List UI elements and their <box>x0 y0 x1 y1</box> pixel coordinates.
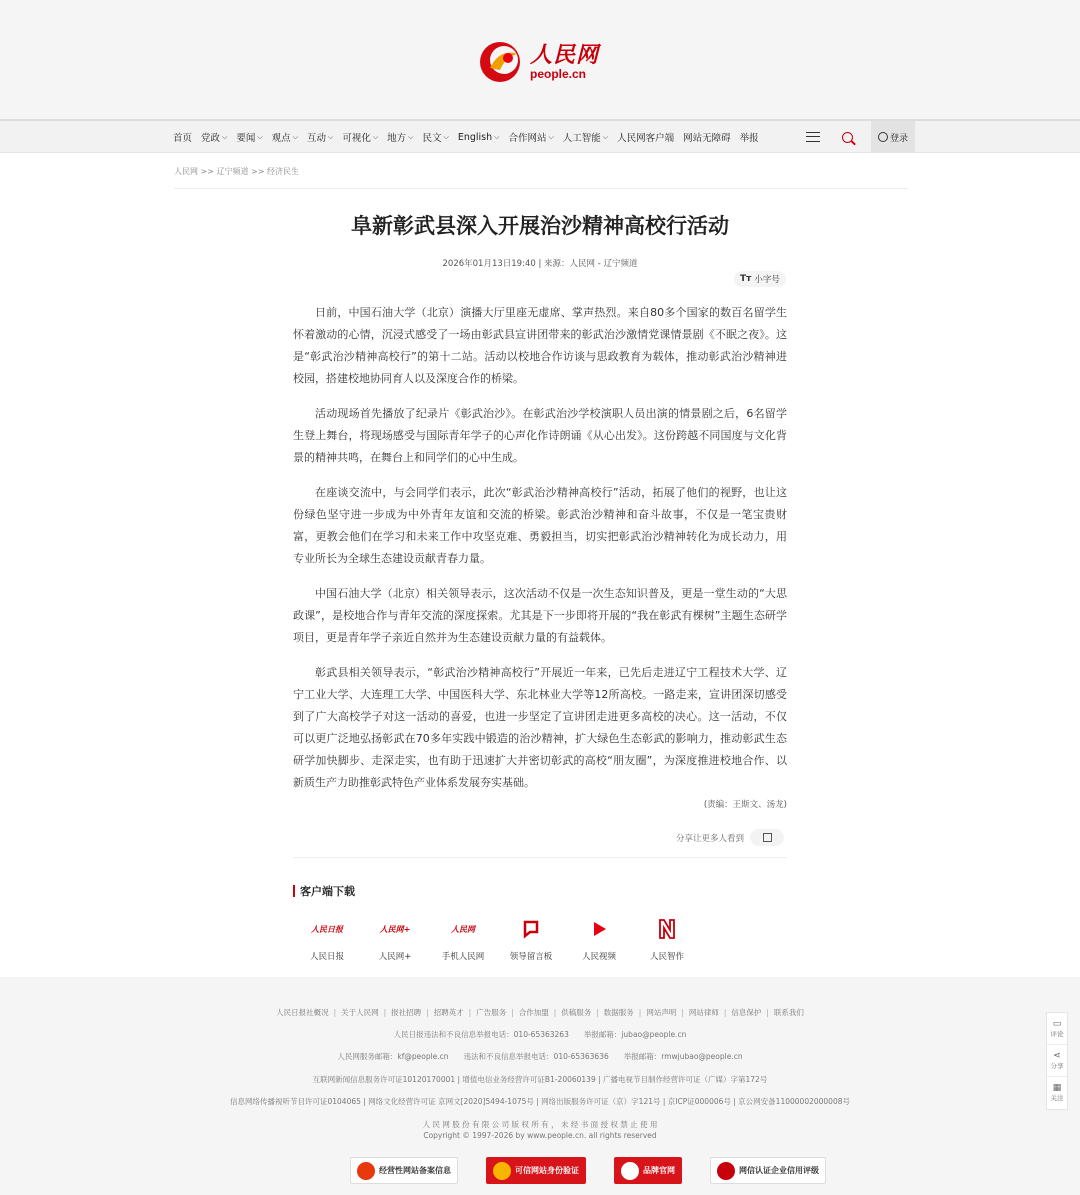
footer-link[interactable]: 报社招聘 <box>391 1008 422 1017</box>
login-label: 登录 <box>889 133 908 144</box>
nav-item[interactable] <box>422 130 448 144</box>
article-paragraph: 彰武县相关领导表示，“彰武治沙精神高校行”开展近一年来，已先后走进辽宁工程技术大学、辽宁工业大学、大连理工大学、中国医科大学、东北林业大学等12所高校。一路走来，宣讲团深切感受到了广大高校学子对这一活动的喜爱，也进一步坚定了宣讲团走进更多高校的决心。这一活动，不仅可以更广泛地弘扬彰武在70多年实践中锻造的治沙精神，扩大绿色生态彰武的影响力，推动彰武生态研学加快脚步、走深走实，也有助于迅速扩大并密切彰武的高校“朋友圈”，为深度推进校地合作、以新质生产力助推彰武特色产业体系发展夯实基础。 <box>293 666 787 789</box>
app-download-item[interactable] <box>361 912 429 962</box>
share-external-icon <box>763 833 772 842</box>
app-download-item[interactable] <box>565 912 633 962</box>
app-label: 人民网+ <box>378 952 412 962</box>
chevron-down-icon: ⌵ <box>408 132 414 141</box>
nav-item[interactable] <box>201 130 227 144</box>
chevron-down-icon: ⌵ <box>292 132 298 141</box>
trusted-icon <box>493 1162 511 1180</box>
share-button[interactable] <box>750 829 784 846</box>
nav-item-label: 网站无障碍 <box>683 133 731 144</box>
footer-link[interactable]: 招聘英才 <box>433 1008 464 1017</box>
badge-trusted[interactable] <box>486 1157 586 1184</box>
nav-item-label: 观点 <box>271 133 291 144</box>
nav-item-label: 可视化 <box>342 133 371 144</box>
badge-label: 网信认证企业信用评级 <box>739 1166 819 1175</box>
article-paragraph: 日前，中国石油大学（北京）演播大厅里座无虚席、掌声热烈。来自80多个国家的数百名留学生怀着激动的心情，沉浸式感受了一场由彰武县宣讲团带来的彰武治沙激情党课情景剧《不眠之夜》。这是“彰武治沙精神高校行”的第十二站。活动以校地合作访谈与思政教育为载体，推动彰武治沙精神进校园，搭建校地协同育人以及深度合作的桥梁。 <box>293 306 787 385</box>
nav-item-label: 人民网客户端 <box>617 133 675 144</box>
footer-link[interactable]: 数据服务 <box>603 1008 634 1017</box>
side-share-button[interactable] <box>1047 1045 1067 1077</box>
search-icon[interactable] <box>842 132 853 143</box>
divider <box>174 188 908 189</box>
chevron-down-icon: ⌵ <box>548 132 554 141</box>
footer-link[interactable]: 关于人民网 <box>341 1008 379 1017</box>
nav-item[interactable] <box>307 130 333 144</box>
nav-items <box>173 121 768 153</box>
badge-brand[interactable] <box>614 1157 682 1184</box>
footer-row: 信息网络传播视听节目许可证0104065 | 网络文化经营许可证 京网文[2020]5494-1075号 | 网络出版服务许可证（京）字121号 | 京ICP证000006号 | 京公网安备11000002000008号 <box>229 1097 850 1106</box>
nav-item-label: 要闻 <box>236 133 256 144</box>
nav-item[interactable] <box>740 130 759 144</box>
nav-item[interactable] <box>342 130 378 144</box>
footer-row: 互联网新闻信息服务许可证10120170001 | 增值电信业务经营许可证B1-20060139 | 广播电视节目制作经营许可证（广媒）字第172号 <box>312 1075 768 1084</box>
nav-item[interactable] <box>683 130 731 144</box>
comment-icon: ▭ <box>1052 1018 1062 1029</box>
app-label: 人民日报 <box>309 952 344 962</box>
nav-item[interactable] <box>508 130 553 144</box>
font-size-icon: Tт <box>740 274 752 284</box>
people-logo[interactable] <box>478 36 608 88</box>
footer-link[interactable]: 网站律师 <box>688 1008 719 1017</box>
nav-item-label: 合作网站 <box>508 133 547 144</box>
article-editor: (责编：王斯文、汤龙) <box>703 800 787 810</box>
footer-link[interactable]: 信息保护 <box>731 1008 762 1017</box>
nav-item-label: 举报 <box>739 133 759 144</box>
font-size-toggle[interactable] <box>734 271 786 287</box>
main-nav <box>0 121 1080 153</box>
chevron-down-icon: ⌵ <box>257 132 263 141</box>
footer-links <box>0 1007 1080 1018</box>
side-label: 分享 <box>1050 1061 1064 1070</box>
people-daily-icon: 人民日报 <box>311 923 343 934</box>
chevron-down-icon: ⌵ <box>372 132 379 141</box>
nav-item[interactable] <box>236 130 262 144</box>
people-video-icon <box>582 912 616 946</box>
nav-item[interactable] <box>458 132 500 143</box>
article-paragraph: 在座谈交流中，与会同学们表示，此次“彰武治沙精神高校行”活动，拓展了他们的视野，也让这份绿色坚守进一步成为中外青年友谊和交流的桥梁。彰武治沙精神和奋斗故事，不仅是一笔宝贵财富，更教会他们在学习和未来工作中攻坚克难、勇毅担当，切实把彰武治沙精神转化为成长动力，用专业所长为全球生态建设贡献青春力量。 <box>293 486 787 565</box>
app-list <box>293 912 701 962</box>
cert-badges <box>350 1157 854 1184</box>
app-label: 手机人民网 <box>441 952 485 962</box>
download-title: 客户端下载 <box>293 883 355 899</box>
link-separator: | <box>383 1008 387 1017</box>
badge-credit[interactable] <box>710 1157 826 1184</box>
footer-link[interactable]: 合作加盟 <box>518 1008 549 1017</box>
article-title: 阜新彰武县深入开展治沙精神高校行活动 <box>351 215 729 238</box>
menu-icon[interactable] <box>806 132 820 142</box>
footer-row: 人 民 网 股 份 有 限 公 司 版 权 所 有 ， 未 经 书 面 授 权 禁 止 使 用 <box>422 1120 658 1129</box>
side-label: 评论 <box>1050 1029 1064 1038</box>
message-board-icon <box>514 912 548 946</box>
link-separator: | <box>426 1008 429 1017</box>
app-download-item[interactable] <box>293 912 361 962</box>
chevron-down-icon: ⌵ <box>602 132 609 141</box>
app-download-item[interactable] <box>633 912 701 962</box>
share-icon: ⋖ <box>1053 1050 1061 1061</box>
nav-item-label: 地方 <box>387 133 407 144</box>
nav-item[interactable] <box>617 130 674 144</box>
nav-item[interactable] <box>272 130 298 144</box>
nav-item-label: 民文 <box>422 133 442 144</box>
side-follow-button[interactable] <box>1047 1077 1067 1109</box>
footer-copyright: Copyright © 1997-2026 by www.people.cn. all rights reserved <box>423 1131 657 1140</box>
footer-link[interactable]: 广告服务 <box>476 1008 507 1017</box>
logo-mark-icon <box>478 38 526 86</box>
link-separator: | <box>766 1008 769 1017</box>
login-button[interactable] <box>871 121 915 153</box>
app-label: 人民视频 <box>581 952 616 962</box>
link-separator: | <box>468 1008 472 1017</box>
badge-label: 可信网站身份验证 <box>515 1166 579 1175</box>
site-footer <box>0 977 1080 1195</box>
site-header <box>0 0 1080 121</box>
link-separator: | <box>333 1008 337 1017</box>
share-label: 分享让更多人看到 <box>676 833 745 844</box>
share-area <box>676 829 784 846</box>
link-separator: | <box>681 1008 684 1017</box>
people-zhizuo-icon <box>650 912 684 946</box>
app-download-item[interactable] <box>497 912 565 962</box>
article-meta: 2026年01月13日19:40 | 来源：人民网 - 辽宁频道 <box>442 259 638 269</box>
chevron-down-icon: ⌵ <box>222 132 228 141</box>
chevron-down-icon: ⌵ <box>494 132 500 141</box>
app-download-item[interactable] <box>429 912 497 962</box>
side-comment-button[interactable] <box>1047 1013 1067 1045</box>
credit-icon <box>717 1162 735 1180</box>
link-separator: | <box>638 1008 642 1017</box>
app-label: 领导留言板 <box>509 952 553 962</box>
record-icon <box>357 1162 375 1180</box>
footer-link[interactable]: 联系我们 <box>773 1008 804 1017</box>
footer-link[interactable]: 人民日报社概况 <box>276 1008 329 1017</box>
logo-cn-text: 人民网 <box>530 42 600 68</box>
nav-item-label: English <box>457 131 493 143</box>
link-separator: | <box>511 1008 514 1017</box>
chevron-down-icon: ⌵ <box>328 132 334 141</box>
badge-label: 品牌官网 <box>643 1166 675 1175</box>
nav-item-label: 首页 <box>173 133 193 144</box>
app-label: 人民智作 <box>649 952 684 962</box>
footer-row: 人民日报违法和不良信息举报电话：010-65363263 举报邮箱：jubao@people.cn <box>393 1030 687 1039</box>
footer-link[interactable]: 网站声明 <box>646 1008 677 1017</box>
nav-item-label: 党政 <box>201 133 221 144</box>
article-body <box>293 302 787 807</box>
logo-en-text: people.cn <box>530 67 587 81</box>
mobile-people-icon: 人民网 <box>451 923 475 934</box>
font-size-label: 小字号 <box>754 275 780 285</box>
nav-item-label: 互动 <box>307 133 327 144</box>
nav-item-label: 人工智能 <box>562 133 601 144</box>
side-label: 关注 <box>1050 1094 1064 1102</box>
badge-record[interactable] <box>350 1157 458 1184</box>
article-paragraph: 中国石油大学（北京）相关领导表示，这次活动不仅是一次生态知识普及，更是一堂生动的“大思政课”，是校地合作与青年交流的深度探索。尤其是下一步即将开展的“我在彰武有棵树”主题生态研学项目，更是青年学子亲近自然并为生态建设贡献力量的有益载体。 <box>293 587 787 644</box>
nav-item[interactable] <box>173 130 192 144</box>
people-plus-icon: 人民网+ <box>379 923 411 934</box>
link-separator: | <box>596 1008 599 1017</box>
follow-icon: ▦ <box>1052 1083 1062 1093</box>
chevron-down-icon: ⌵ <box>443 132 449 141</box>
link-separator: | <box>553 1008 557 1017</box>
nav-item[interactable] <box>563 130 608 144</box>
footer-row: 人民网服务邮箱：kf@people.cn 违法和不良信息举报电话：010-65363636 举报邮箱：rmwjubao@people.cn <box>337 1052 743 1061</box>
nav-item[interactable] <box>387 130 413 144</box>
divider <box>293 857 787 858</box>
link-separator: | <box>723 1008 727 1017</box>
footer-link[interactable]: 供稿服务 <box>561 1008 592 1017</box>
badge-label: 经营性网站备案信息 <box>379 1166 451 1175</box>
user-icon <box>878 132 888 142</box>
brand-icon <box>621 1162 639 1180</box>
side-toolbar <box>1046 1012 1068 1110</box>
article-paragraph: 活动现场首先播放了纪录片《彰武治沙》。在彰武治沙学校演职人员出演的情景剧之后，6名留学生登上舞台，将现场感受与国际青年学子的心声化作诗朗诵《从心出发》。这份跨越不同国度与文化背景的精神共鸣，在舞台上和同学们的心中生成。 <box>293 407 787 464</box>
breadcrumb[interactable]: 人民网 >> 辽宁频道 >> 经济民生 <box>174 167 299 176</box>
